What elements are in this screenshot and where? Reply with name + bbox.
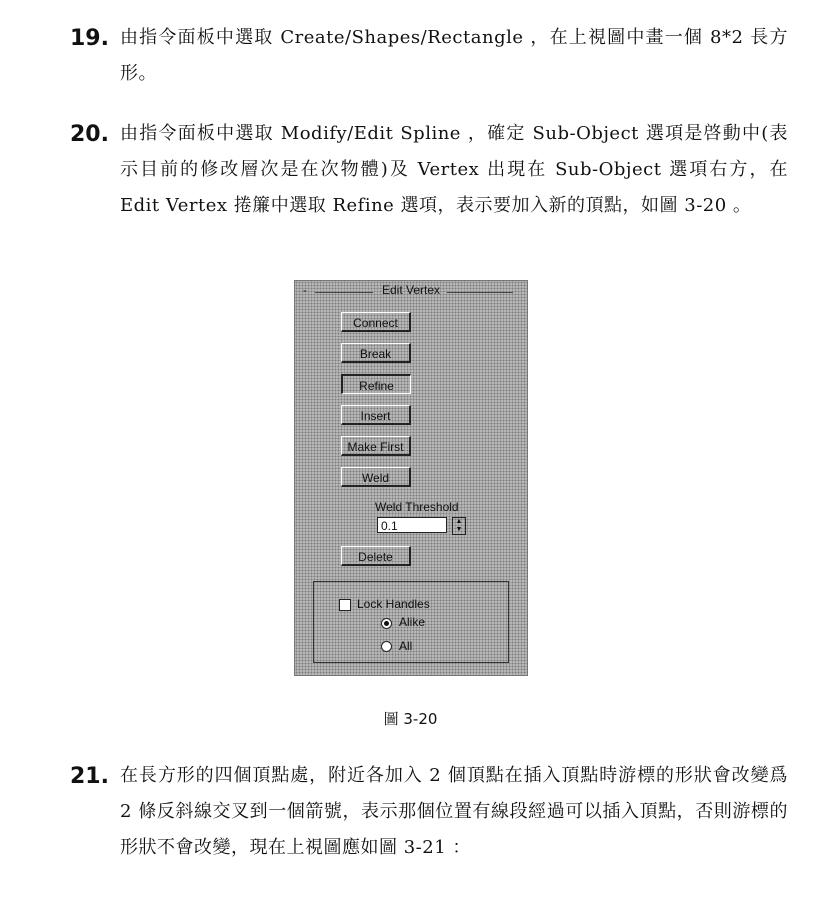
edit-vertex-panel [294, 280, 528, 676]
make-first-button[interactable]: Make First [341, 436, 411, 456]
panel-title[interactable]: Edit Vertex [381, 283, 441, 297]
step-text: 由指令面板中選取 Modify/Edit Spline ，確定 Sub-Object 選項是啓動中(表示目前的修改層次是在次物體)及 Vertex 出現在 Sub-Object 選項右方，在 Edit Vertex 捲簾中選取 Refine 選項，表示要加入新的頂點，如圖 3-20 。 [120, 123, 788, 216]
step-text: 由指令面板中選取 Create/Shapes/Rectangle ，在上視圖中畫一個 8*2 長方形。 [120, 27, 788, 84]
step-number: 20. [70, 122, 109, 147]
step-number: 21. [70, 764, 109, 789]
insert-button[interactable]: Insert [341, 405, 411, 425]
refine-button[interactable]: Refine [341, 374, 411, 394]
weld-threshold-spinner[interactable] [452, 517, 466, 535]
radio-all[interactable] [381, 641, 392, 652]
title-divider-right [447, 292, 513, 293]
step-number: 19. [70, 26, 109, 51]
spinner-down-icon[interactable]: ▼ [455, 526, 463, 533]
step-text: 在長方形的四個頂點處，附近各加入 2 個頂點在插入頂點時游標的形狀會改變爲 2 條反斜線交叉到一個箭號，表示那個位置有線段經過可以插入頂點，否則游標的形狀不會改變，現在上視圖應如圖 3-21 ： [120, 765, 788, 858]
figure-caption: 圖 3-20 [383, 710, 438, 728]
delete-button[interactable]: Delete [341, 546, 411, 566]
weld-button[interactable]: Weld [341, 467, 411, 487]
radio-alike[interactable] [381, 618, 392, 629]
weld-threshold-input[interactable]: 0.1 [377, 517, 447, 533]
radio-all-label: All [399, 639, 413, 653]
lock-handles-checkbox[interactable] [339, 599, 351, 611]
break-button[interactable]: Break [341, 343, 411, 363]
weld-threshold-label: Weld Threshold [375, 500, 459, 514]
lock-handles-label: Lock Handles [357, 597, 430, 611]
collapse-icon[interactable]: - [303, 283, 307, 297]
spinner-up-icon[interactable]: ▲ [455, 518, 463, 525]
connect-button[interactable]: Connect [341, 312, 411, 332]
radio-alike-label: Alike [399, 615, 426, 629]
